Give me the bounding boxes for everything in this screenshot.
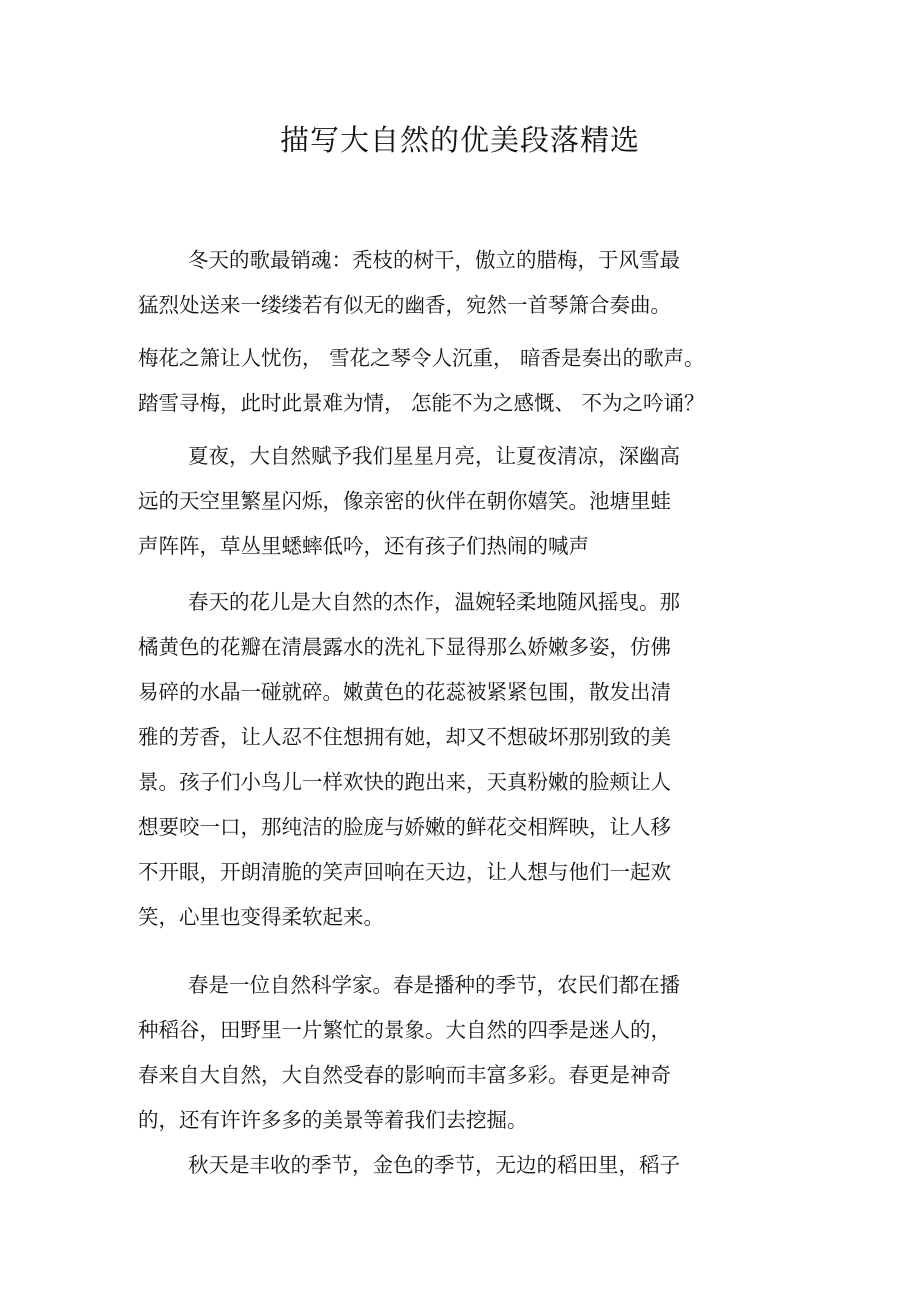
text-line: 声阵阵，草丛里蟋蟀低吟，还有孩子们热闹的喊声: [138, 534, 589, 558]
paragraph-winter: [138, 238, 778, 328]
text-line: 秋天是丰收的季节，金色的季节，无边的稻田里，稻子: [188, 1153, 680, 1177]
text-line: 雅的芳香，让人忍不住想拥有她，却又不想破坏那别致的美: [138, 725, 671, 749]
text-line: 易碎的水晶一碰就碎。嫩黄色的花蕊被紧紧包围，散发出清: [138, 680, 671, 704]
paragraph-summer-night: [138, 434, 778, 569]
text-line: 春是一位自然科学家。春是播种的季节，农民们都在播: [188, 973, 680, 997]
text-line: 不开眼，开朗清脆的笑声回响在天边，让人想与他们一起欢: [138, 860, 671, 884]
text-line: 种稻谷，田野里一片繁忙的景象。大自然的四季是迷人的，: [138, 1018, 671, 1042]
text-line: 橘黄色的花瓣在清晨露水的洗礼下显得那么娇嫩多姿，仿佛: [138, 635, 671, 659]
text-line: 想要咬一口，那纯洁的脸庞与娇嫩的鲜花交相辉映，让人移: [138, 815, 671, 839]
text-line: 梅花之箫让人忧伤， 雪花之琴令人沉重， 暗香是奏出的歌声。: [138, 346, 705, 370]
text-line: 景。孩子们小鸟儿一样欢快的跑出来，天真粉嫩的脸颊让人: [138, 770, 671, 794]
paragraph-spring-flowers: [138, 580, 778, 940]
text-line: 夏夜，大自然赋予我们星星月亮，让夏夜清凉，深幽高: [188, 444, 680, 468]
text-line: 笑，心里也变得柔软起来。: [138, 905, 384, 929]
text-line: 远的天空里繁星闪烁，像亲密的伙伴在朝你嬉笑。池塘里蛙: [138, 489, 671, 513]
text-line: 猛烈处送来一缕缕若有似无的幽香，宛然一首琴箫合奏曲。: [138, 293, 671, 317]
document-title: 描写大自然的优美段落精选: [279, 123, 640, 157]
paragraph-autumn: [138, 1143, 778, 1188]
text-line: 的，还有许许多多的美景等着我们去挖掘。: [138, 1108, 528, 1132]
paragraph-plum: [138, 336, 778, 426]
text-line: 春来自大自然，大自然受春的影响而丰富多彩。春更是神奇: [138, 1063, 671, 1087]
text-line: 踏雪寻梅，此时此景难为情， 怎能不为之感慨、 不为之吟诵？: [138, 391, 705, 415]
text-line: 冬天的歌最销魂：秃枝的树干，傲立的腊梅，于风雪最: [188, 248, 680, 272]
paragraph-spring-scientist: [138, 963, 778, 1143]
text-line: 春天的花儿是大自然的杰作，温婉轻柔地随风摇曳。那: [188, 590, 680, 614]
